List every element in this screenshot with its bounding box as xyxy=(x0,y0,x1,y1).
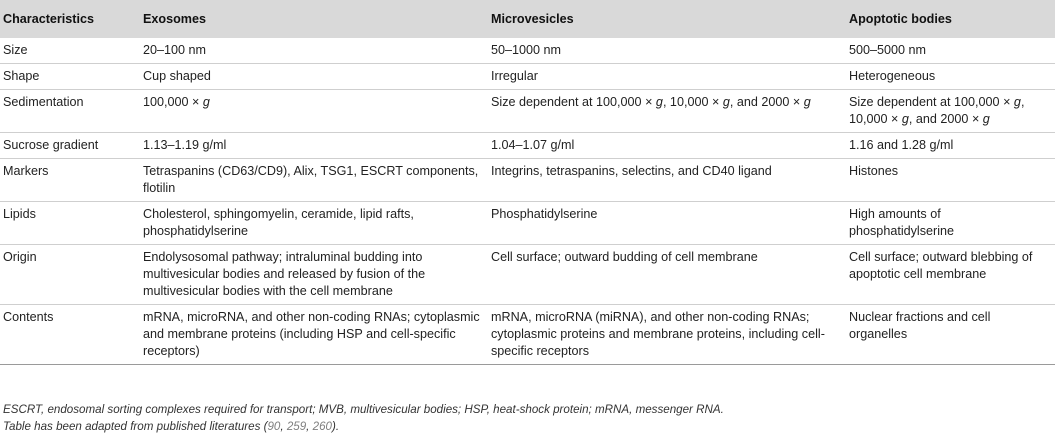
cell-exosomes: Endolysosomal pathway; intraluminal budding into multivesicular bodies and released by fusion of the multivesicular bodies with the cell membrane xyxy=(140,245,488,305)
cell-microvesicles: Integrins, tetraspanins, selectins, and CD40 ligand xyxy=(488,159,846,202)
cell-exosomes: Tetraspanins (CD63/CD9), Alix, TSG1, ESCRT components, flotilin xyxy=(140,159,488,202)
table-row xyxy=(0,90,1055,133)
table-row xyxy=(0,38,1055,64)
cell-apoptotic-bodies: Size dependent at 100,000 × g, 10,000 × g, and 2000 × g xyxy=(846,90,1055,133)
cell-microvesicles: Size dependent at 100,000 × g, 10,000 × g, and 2000 × g xyxy=(488,90,846,133)
header-row xyxy=(0,0,1055,38)
cell-apoptotic-bodies: Histones xyxy=(846,159,1055,202)
gravity-symbol: g xyxy=(655,95,663,109)
table-row xyxy=(0,245,1055,305)
row-label: Lipids xyxy=(0,202,140,245)
row-label: Contents xyxy=(0,305,140,365)
row-label: Shape xyxy=(0,64,140,90)
cell-apoptotic-bodies: 1.16 and 1.28 g/ml xyxy=(846,133,1055,159)
cell-microvesicles: mRNA, microRNA (miRNA), and other non-coding RNAs; cytoplasmic proteins and membrane proteins, including cell-specific receptors xyxy=(488,305,846,365)
reference-link[interactable]: 259 xyxy=(286,420,307,433)
reference-link[interactable]: 90 xyxy=(267,420,281,433)
cell-exosomes: mRNA, microRNA, and other non-coding RNAs; cytoplasmic and membrane proteins (including HSP and cell-specific receptors) xyxy=(140,305,488,365)
reference-separator: , xyxy=(306,420,313,433)
cell-microvesicles: 1.04–1.07 g/ml xyxy=(488,133,846,159)
gravity-symbol: g xyxy=(722,95,730,109)
cell-exosomes: Cup shaped xyxy=(140,64,488,90)
row-label: Origin xyxy=(0,245,140,305)
table-row xyxy=(0,159,1055,202)
gravity-symbol: g xyxy=(803,95,811,109)
row-label: Markers xyxy=(0,159,140,202)
column-header-characteristics: Characteristics xyxy=(0,0,140,38)
table-row xyxy=(0,202,1055,245)
cell-microvesicles: Cell surface; outward budding of cell membrane xyxy=(488,245,846,305)
reference-link[interactable]: 260 xyxy=(312,420,332,433)
table-row xyxy=(0,64,1055,90)
cell-microvesicles: 50–1000 nm xyxy=(488,38,846,64)
gravity-symbol: g xyxy=(1013,95,1021,109)
cell-apoptotic-bodies: High amounts of phosphatidylserine xyxy=(846,202,1055,245)
cell-microvesicles: Phosphatidylserine xyxy=(488,202,846,245)
cell-apoptotic-bodies: Cell surface; outward blebbing of apoptotic cell membrane xyxy=(846,245,1055,305)
cell-exosomes: 1.13–1.19 g/ml xyxy=(140,133,488,159)
cell-microvesicles: Irregular xyxy=(488,64,846,90)
row-label: Size xyxy=(0,38,140,64)
column-header-microvesicles: Microvesicles xyxy=(488,0,846,38)
column-header-apoptotic-bodies: Apoptotic bodies xyxy=(846,0,1055,38)
gravity-symbol: g xyxy=(901,112,909,126)
gravity-symbol: g xyxy=(202,95,210,109)
cell-apoptotic-bodies: 500–5000 nm xyxy=(846,38,1055,64)
table-row xyxy=(0,133,1055,159)
gravity-symbol: g xyxy=(982,112,990,126)
cell-apoptotic-bodies: Heterogeneous xyxy=(846,64,1055,90)
source-note-prefix: Table has been adapted from published literatures ( xyxy=(3,420,268,433)
cell-apoptotic-bodies: Nuclear fractions and cell organelles xyxy=(846,305,1055,365)
table-row xyxy=(0,305,1055,365)
cell-exosomes: 20–100 nm xyxy=(140,38,488,64)
row-label: Sucrose gradient xyxy=(0,133,140,159)
table-footnotes xyxy=(3,401,724,435)
cell-exosomes: 100,000 × g xyxy=(140,90,488,133)
row-label: Sedimentation xyxy=(0,90,140,133)
source-note xyxy=(3,418,724,435)
abbreviation-note: ESCRT, endosomal sorting complexes required for transport; MVB, multivesicular bodies; HSP, heat-shock protein; mRNA, messenger RNA. xyxy=(3,403,724,416)
cell-exosomes: Cholesterol, sphingomyelin, ceramide, lipid rafts, phosphatidylserine xyxy=(140,202,488,245)
reference-separator: , xyxy=(280,420,287,433)
column-header-exosomes: Exosomes xyxy=(140,0,488,38)
source-note-suffix: ). xyxy=(331,420,340,433)
